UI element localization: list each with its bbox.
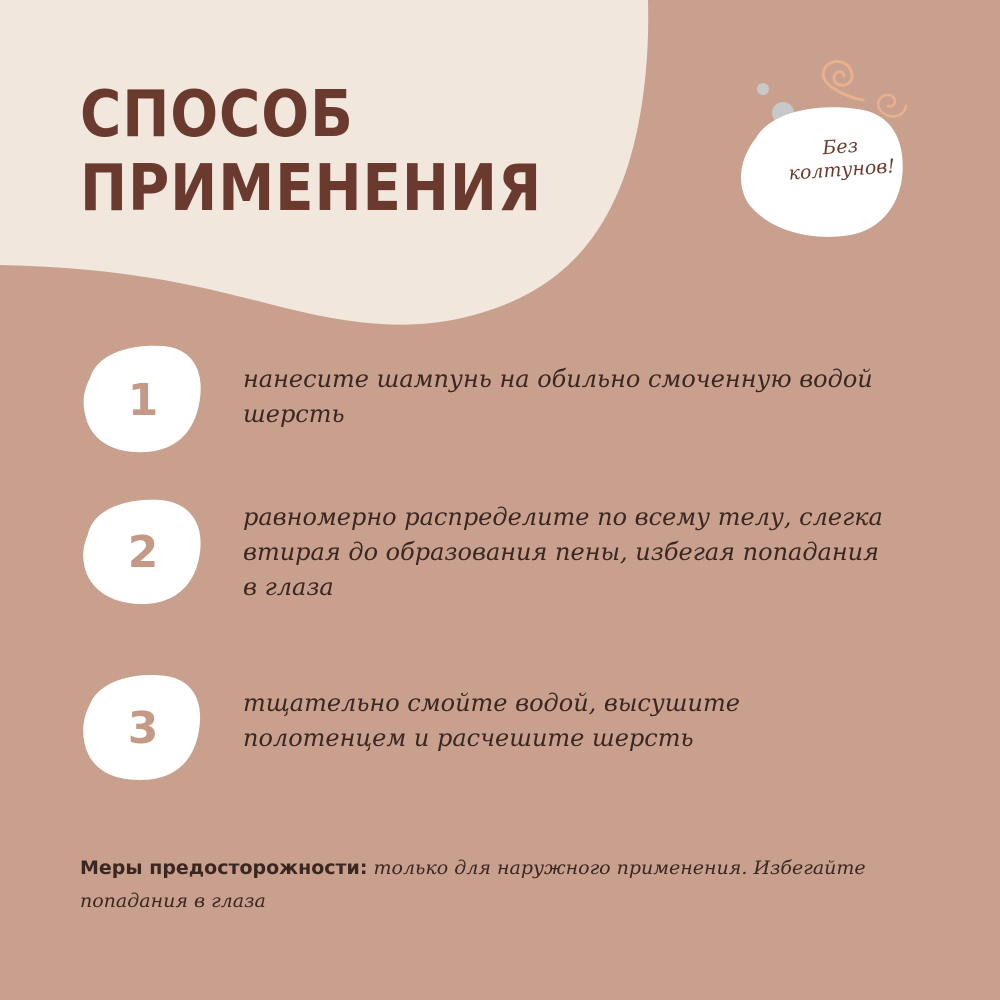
precautions-note <box>80 852 940 918</box>
step-number-badge <box>78 340 208 460</box>
step-text: нанесите шампунь на обильно смоченную водой шерсть <box>243 365 873 428</box>
title-line-1: СПОСОБ <box>80 78 354 152</box>
title-line-2: ПРИМЕНЕНИЯ <box>80 152 543 226</box>
step-number-badge <box>78 668 208 788</box>
precautions-label: Меры предосторожности: <box>80 857 368 879</box>
step-number: 1 <box>127 374 159 426</box>
step-text: равномерно распределите по всему телу, слегка втирая до образования пены, избегая попадания в глаза <box>243 503 883 601</box>
step-number: 2 <box>127 526 159 578</box>
step-number-badge <box>78 492 208 612</box>
decor-dot-small <box>757 83 769 95</box>
step-number: 3 <box>127 702 159 754</box>
badge-line-1: Без <box>821 134 859 160</box>
no-tangles-badge <box>728 58 918 258</box>
step-text: тщательно смойте водой, высушите полотенцем и расчешите шерсть <box>243 689 740 752</box>
page-title <box>80 78 542 226</box>
precautions-text: только для наружного применения. Избегайте попадания в глаза <box>80 857 866 912</box>
badge-line-2: колтунов! <box>787 155 896 185</box>
